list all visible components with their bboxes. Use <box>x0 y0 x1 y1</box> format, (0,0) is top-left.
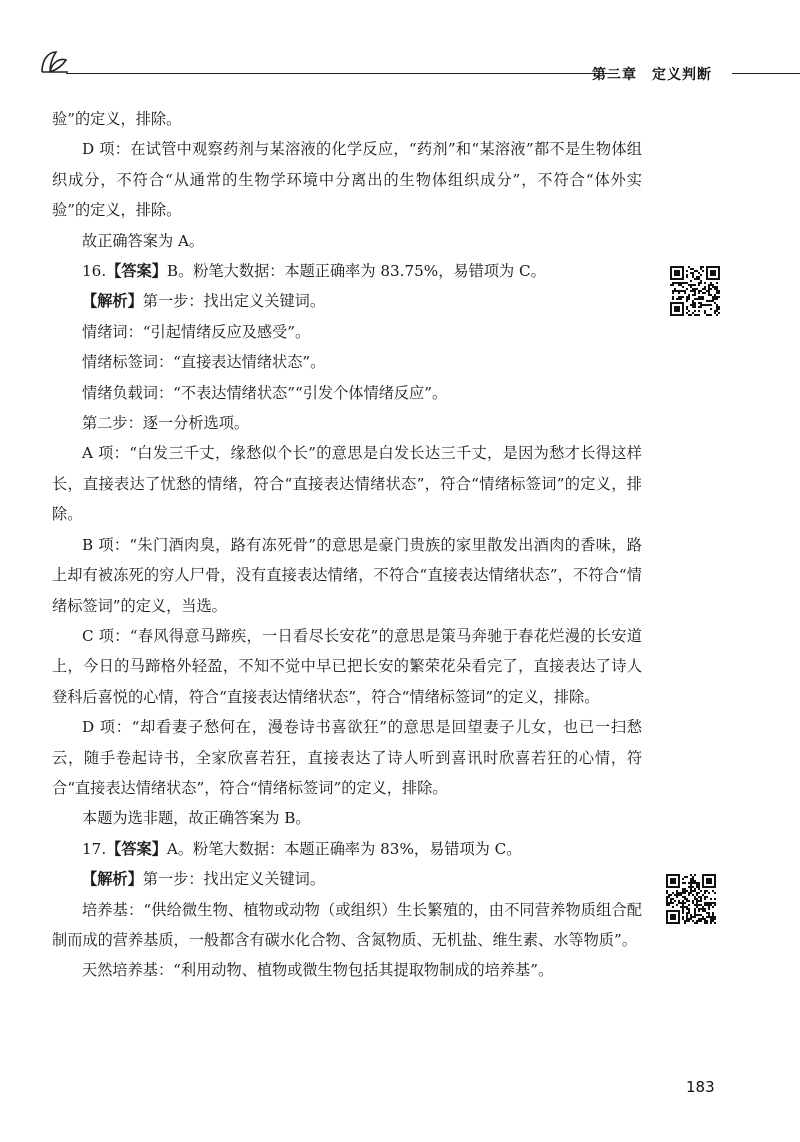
answer-tag: 【答案】 <box>106 839 167 858</box>
paragraph: 情绪负载词：“不表达情绪状态”“引发个体情绪反应”。 <box>82 383 448 402</box>
question-number: 17. <box>82 839 107 858</box>
chapter-title: 第二章 定义判断 <box>592 67 712 83</box>
paragraph: 培养基：“供给微生物、植物或动物（或组织）生长繁殖的，由不同营养物质组合配制而成的营养基质，一般都含有碳水化合物、含氮物质、无机盐、维生素、水等物质”。 <box>52 900 642 949</box>
analysis-tag: 【解析】 <box>82 292 143 311</box>
paragraph: 第二步：逐一分析选项。 <box>82 414 250 433</box>
analysis-tag: 【解析】 <box>82 870 143 889</box>
answer-tag: 【答案】 <box>106 262 167 281</box>
option-a: A 项：“白发三千丈，缘愁似个长”的意思是白发长达三千丈，是因为愁才长得这样长，直接表达了忧愁的情绪，符合“直接表达情绪状态”，符合“情绪标签词”的定义，排除。 <box>52 444 642 524</box>
header-rule-right <box>732 73 800 74</box>
analysis-17: 【解析】第一步：找出定义关键词。 <box>82 870 325 889</box>
page-header <box>38 46 800 86</box>
option-b: B 项：“朱门酒肉臭，路有冻死骨”的意思是豪门贵族的家里散发出酒肉的香味，路上却有被冻死的穷人尸骨，没有直接表达情绪，不符合“直接表达情绪状态”，不符合“情绪标签词”的定义，当选。 <box>52 535 642 615</box>
paragraph: 情绪标签词：“直接表达情绪状态”。 <box>82 353 326 372</box>
leaf-logo-icon <box>38 46 72 84</box>
page-body <box>52 104 642 986</box>
paragraph: D 项：在试管中观察药剂与某溶液的化学反应，“药剂”和“某溶液”都不是生物体组织成分，不符合“从通常的生物学环境中分离出的生物体组织成分”，不符合“体外实验”的定义，排除。 <box>52 140 642 220</box>
paragraph: 故正确答案为 A。 <box>82 231 205 250</box>
paragraph: 本题为选非题，故正确答案为 B。 <box>82 809 311 828</box>
page-number: 183 <box>686 1078 715 1096</box>
paragraph: 情绪词：“引起情绪反应及感受”。 <box>82 322 311 341</box>
qr-code-icon[interactable] <box>666 874 716 924</box>
analysis-16: 【解析】第一步：找出定义关键词。 <box>82 292 325 311</box>
option-c: C 项：“春风得意马蹄疾，一日看尽长安花”的意思是策马奔驰于春花烂漫的长安道上，今日的马蹄格外轻盈，不知不觉中早已把长安的繁荣花朵看完了，直接表达了诗人登科后喜悦的心情，符合“直接表达情绪状态”，符合“情绪标签词”的定义，排除。 <box>52 626 642 706</box>
paragraph: 天然培养基：“利用动物、植物或微生物包括其提取物制成的培养基”。 <box>82 961 554 980</box>
qr-code-icon[interactable] <box>670 266 720 316</box>
answer-16: 16.【答案】B。粉笔大数据：本题正确率为 83.75%，易错项为 C。 <box>82 262 546 281</box>
header-rule-left <box>66 73 618 74</box>
answer-17: 17.【答案】A。粉笔大数据：本题正确率为 83%，易错项为 C。 <box>82 839 522 858</box>
question-number: 16. <box>82 262 107 281</box>
paragraph: 验”的定义，排除。 <box>52 110 182 128</box>
option-d: D 项：“却看妻子愁何在，漫卷诗书喜欲狂”的意思是回望妻子儿女，也已一扫愁云，随手卷起诗书，全家欣喜若狂，直接表达了诗人听到喜讯时欣喜若狂的心情，符合“直接表达情绪状态”，符合“情绪标签词”的定义，排除。 <box>52 718 642 797</box>
